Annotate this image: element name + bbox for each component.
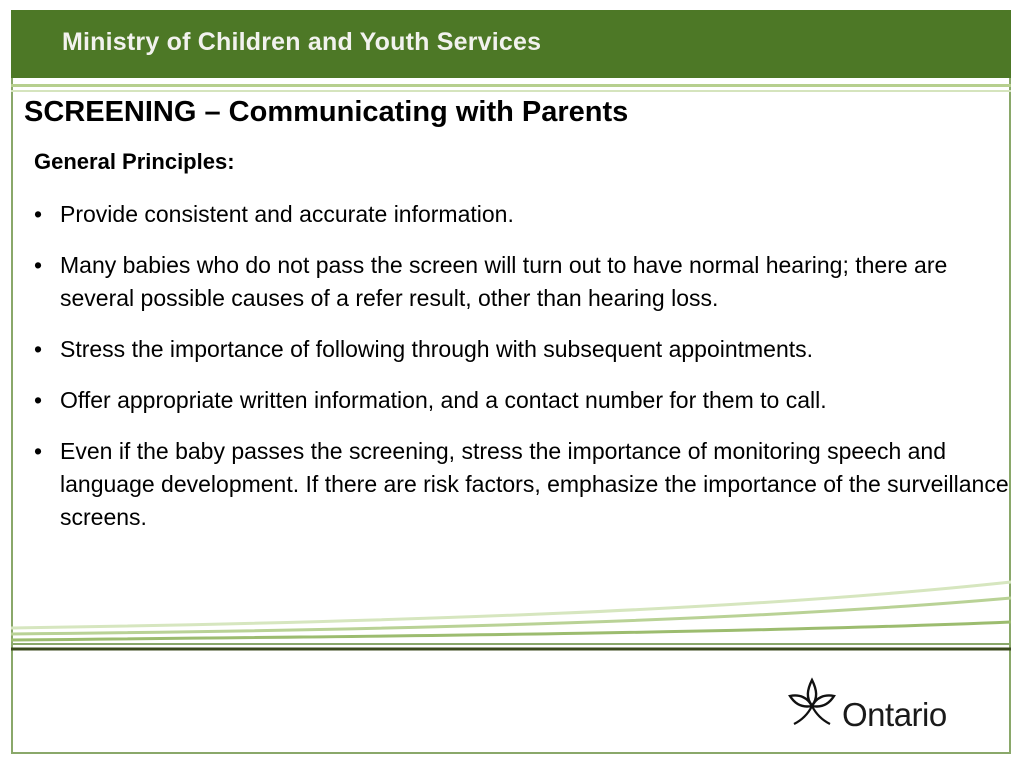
trillium-icon [784, 676, 840, 732]
ontario-wordmark: Ontario [842, 696, 947, 733]
bullet-text: Stress the importance of following through with subsequent appointments. [60, 336, 814, 362]
footer-swoosh [0, 560, 1024, 660]
bullet-text: Many babies who do not pass the screen will turn out to have normal hearing; there are several possible causes of a refer result, other than hearing loss. [60, 252, 948, 311]
header-divider [11, 84, 1011, 87]
bullet-marker: • [34, 387, 43, 413]
bullet-item [34, 198, 1014, 231]
header-divider-light [11, 90, 1011, 92]
bullet-item [34, 435, 1020, 534]
bullet-item [34, 249, 960, 315]
bullet-marker: • [34, 336, 43, 362]
bullet-text: Offer appropriate written information, and a contact number for them to call. [60, 387, 827, 413]
bullet-list [34, 198, 1014, 534]
slide-title: SCREENING – Communicating with Parents [24, 96, 629, 128]
bullet-text: Provide consistent and accurate information. [60, 201, 514, 227]
bullet-item [34, 384, 1014, 417]
ontario-logo [784, 676, 964, 736]
ministry-title: Ministry of Children and Youth Services [62, 28, 542, 56]
slide-content [34, 146, 1014, 552]
bullet-text: Even if the baby passes the screening, stress the importance of monitoring speech and language development. If there are risk factors, emphasize the importance of the surveillance screens. [60, 438, 1009, 530]
bullet-marker: • [34, 201, 43, 227]
section-subheading: General Principles: [34, 149, 235, 174]
bullet-marker: • [34, 252, 43, 278]
bullet-item [34, 333, 1014, 366]
bullet-marker: • [34, 438, 43, 464]
